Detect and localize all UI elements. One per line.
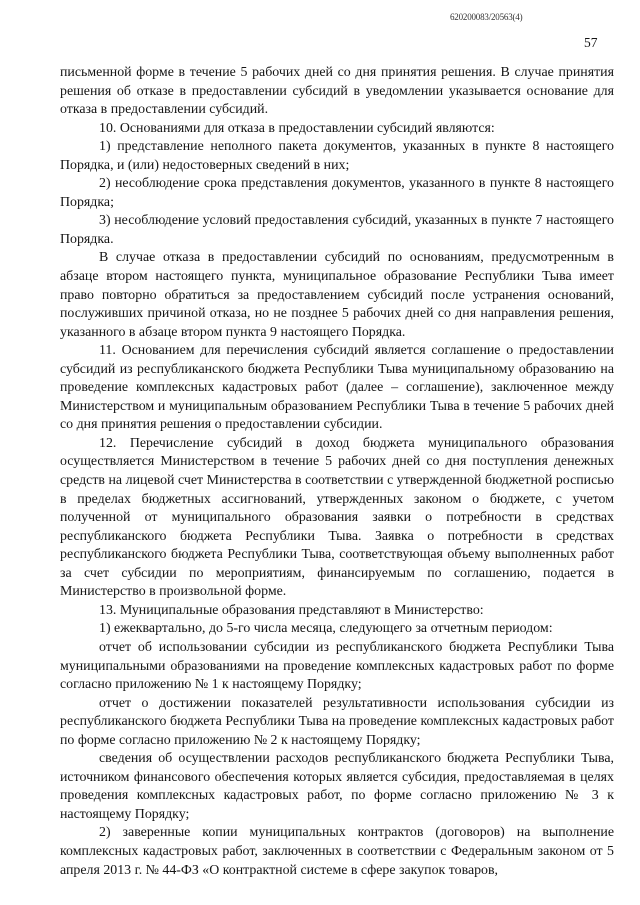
- page-number: 57: [584, 35, 598, 50]
- paragraph: 1) представление неполного пакета документов, указанных в пункте 8 настоящего Порядка, и (или) недостоверных сведений в них;: [60, 139, 614, 173]
- paragraph: 11. Основанием для перечисления субсидий является соглашение о предоставлении субсидий из республиканского бюджета Республики Тыва муниципальному образованию на проведение комплексных кадастровых работ (далее – соглашение), заключенное между Министерством и муниципальным образованием Республики Тыва в течение 5 рабочих дней со дня принятия решения о предоставлении субсидии.: [60, 343, 614, 433]
- paragraph: отчет об использовании субсидии из республиканского бюджета Республики Тыва муниципальными образованиями на проведение комплексных кадастровых работ по форме согласно приложению № 1 к настоящему Порядку;: [60, 639, 614, 693]
- paragraph: 12. Перечисление субсидий в доход бюджета муниципального образования осуществляется Министерством в течение 5 рабочих дней со дня поступления денежных средств на лицевой счет Министерства в соответствии с утвержденной бюджетной росписью в пределах бюджетных ассигнований, утвержденных законом о бюджете, с учетом полученной от муниципального образования заявки о потребности в средствах республиканского бюджета Республики Тыва. Заявка о потребности в средствах республиканского бюджета Республики Тыва, соответствующая объему выполненных работ за счет субсидии по мероприятиям, финансируемым по соглашению, подается в Министерство в произвольной форме.: [60, 435, 614, 600]
- document-code: 620200083/20563(4): [450, 12, 523, 22]
- paragraph: 10. Основаниями для отказа в предоставлении субсидий являются:: [99, 120, 495, 136]
- document-body: [60, 64, 614, 880]
- paragraph: письменной форме в течение 5 рабочих дней со дня принятия решения. В случае принятия решения об отказе в предоставлении субсидий в уведомлении указывается основание для отказа в предоставлении субсидий.: [60, 65, 614, 118]
- paragraph: 2) несоблюдение срока представления документов, указанного в пункте 8 настоящего Порядка;: [60, 176, 614, 210]
- paragraph: отчет о достижении показателей результативности использования субсидии из республиканского бюджета Республики Тыва на проведение комплексных кадастровых работ по форме согласно приложению № 2 к настоящему Порядку;: [60, 695, 614, 748]
- paragraph: 13. Муниципальные образования представляют в Министерство:: [99, 602, 484, 618]
- paragraph: 1) ежеквартально, до 5-го числа месяца, следующего за отчетным периодом:: [99, 621, 553, 637]
- paragraph: 2) заверенные копии муниципальных контрактов (договоров) на выполнение комплексных кадастровых работ, заключенных в соответствии с Федеральным законом от 5 апреля 2013 г. № 44-ФЗ «О контрактной системе в сфере закупок товаров,: [60, 825, 614, 878]
- paragraph: В случае отказа в предоставлении субсидий по основаниям, предусмотренным в абзаце втором настоящего пункта, муниципальное образование Республики Тыва имеет право повторно обратиться за предоставлением субсидий после устранения оснований, послуживших причиной отказа, но не позднее 5 рабочих дней со дня направления решения, указанного в абзаце втором пункта 9 настоящего Порядка.: [60, 250, 614, 340]
- paragraph: сведения об осуществлении расходов республиканского бюджета Республики Тыва, источником финансового обеспечения которых является субсидия, предоставляемая в целях проведения комплексных кадастровых работ, по форме согласно приложению № 3 к настоящему Порядку;: [60, 751, 614, 822]
- paragraph: 3) несоблюдение условий предоставления субсидий, указанных в пункте 7 настоящего Порядка.: [60, 213, 614, 247]
